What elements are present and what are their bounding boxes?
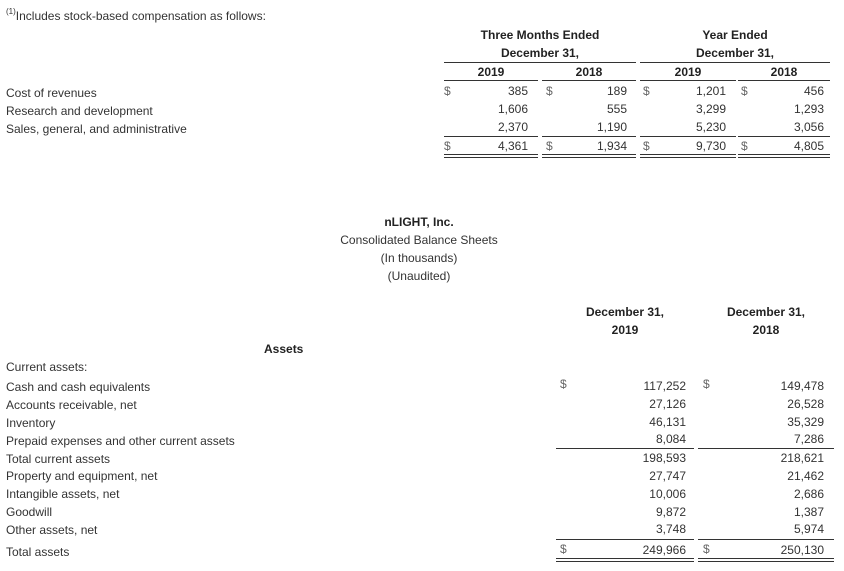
sbc-header-rule: [640, 62, 830, 63]
balance-cell: 7,286: [793, 432, 824, 446]
sbc-cell: 555: [606, 102, 627, 116]
balance-cell: 10,006: [649, 487, 686, 501]
sbc-subtotal-rule: [444, 136, 538, 137]
balance-row-label: Other assets, net: [6, 523, 98, 537]
balance-cell: 27,126: [649, 397, 686, 411]
balance-total-cell: 249,966: [642, 543, 686, 557]
sbc-year-rule: [738, 80, 830, 81]
balance-total-rule: [556, 539, 694, 540]
balance-row-label: Intangible assets, net: [6, 487, 120, 501]
sbc-cell: 3,056: [793, 120, 824, 134]
balance-total-double-rule: [556, 558, 694, 562]
balance-column-header-date: December 31,: [726, 305, 806, 319]
audit-status: (Unaudited): [387, 269, 451, 283]
sbc-cell: 456: [803, 84, 824, 98]
currency-symbol: $: [741, 84, 748, 98]
units-note: (In thousands): [380, 251, 458, 265]
footnote-marker: (1): [6, 7, 16, 16]
balance-cell: 149,478: [780, 379, 824, 393]
balance-total-rule: [698, 539, 834, 540]
sbc-total-double-rule: [542, 154, 636, 158]
footnote: [6, 9, 266, 23]
sbc-total-cell: 4,805: [793, 139, 824, 153]
balance-cell: 5,974: [793, 522, 824, 536]
balance-row-label: Cash and cash equivalents: [6, 380, 151, 394]
balance-cell: 27,747: [649, 469, 686, 483]
sbc-subtotal-rule: [542, 136, 636, 137]
sbc-cell: 2,370: [497, 120, 528, 134]
sbc-year-header: 2018: [770, 65, 798, 79]
sbc-group-header-three-months: Three Months Ended: [480, 28, 600, 42]
currency-symbol: $: [546, 139, 553, 153]
sbc-total-cell: 9,730: [695, 139, 726, 153]
balance-subtotal-rule: [698, 448, 834, 449]
balance-row-label: Property and equipment, net: [6, 469, 158, 483]
sbc-total-cell: 1,934: [596, 139, 627, 153]
balance-row-label: Inventory: [6, 416, 56, 430]
balance-cell: 198,593: [642, 451, 686, 465]
balance-column-header-year: 2019: [611, 323, 639, 337]
balance-row-label: Prepaid expenses and other current assets: [6, 434, 235, 448]
balance-cell: 1,387: [793, 505, 824, 519]
balance-cell: 21,462: [787, 469, 824, 483]
balance-column-header-date: December 31,: [585, 305, 665, 319]
balance-cell: 46,131: [649, 415, 686, 429]
currency-symbol: $: [703, 542, 710, 556]
subheading-current-assets: Current assets:: [6, 360, 88, 374]
balance-cell: 2,686: [793, 487, 824, 501]
sbc-subtotal-rule: [640, 136, 736, 137]
sbc-year-header: 2019: [674, 65, 702, 79]
currency-symbol: $: [444, 139, 451, 153]
balance-total-cell: 250,130: [780, 543, 824, 557]
balance-column-header-year: 2018: [752, 323, 780, 337]
sbc-cell: 3,299: [695, 102, 726, 116]
sbc-cell: 5,230: [695, 120, 726, 134]
footnote-text: Includes stock-based compensation as follows:: [15, 9, 266, 23]
sbc-subtotal-rule: [738, 136, 830, 137]
currency-symbol: $: [741, 139, 748, 153]
balance-subtotal-rule: [556, 448, 694, 449]
balance-cell: 3,748: [655, 522, 686, 536]
balance-cell: 8,084: [655, 432, 686, 446]
currency-symbol: $: [643, 139, 650, 153]
balance-row-label: Goodwill: [6, 505, 53, 519]
sbc-cell: 1,201: [695, 84, 726, 98]
sbc-group-header-year-date: December 31,: [695, 46, 775, 60]
sbc-total-double-rule: [738, 154, 830, 158]
sbc-cell: 385: [507, 84, 528, 98]
sbc-year-rule: [444, 80, 538, 81]
sbc-row-label: Cost of revenues: [6, 86, 97, 100]
statement-title: Consolidated Balance Sheets: [340, 233, 498, 247]
currency-symbol: $: [643, 84, 650, 98]
sbc-total-cell: 4,361: [497, 139, 528, 153]
balance-cell: 9,872: [655, 505, 686, 519]
sbc-year-header: 2019: [477, 65, 505, 79]
sbc-group-header-year: Year Ended: [702, 28, 768, 42]
balance-cell: 35,329: [787, 415, 824, 429]
balance-cell: 26,528: [787, 397, 824, 411]
currency-symbol: $: [560, 377, 567, 391]
sbc-cell: 1,293: [793, 102, 824, 116]
balance-cell: 218,621: [780, 451, 824, 465]
currency-symbol: $: [546, 84, 553, 98]
sbc-year-rule: [640, 80, 736, 81]
section-heading-assets: Assets: [264, 342, 304, 356]
currency-symbol: $: [444, 84, 451, 98]
currency-symbol: $: [703, 377, 710, 391]
balance-cell: 117,252: [643, 379, 686, 393]
sbc-row-label: Research and development: [6, 104, 153, 118]
sbc-group-header-three-months-date: December 31,: [500, 46, 580, 60]
balance-total-double-rule: [698, 558, 834, 562]
sbc-row-label: Sales, general, and administrative: [6, 122, 187, 136]
sbc-year-rule: [542, 80, 636, 81]
currency-symbol: $: [560, 542, 567, 556]
sbc-year-header: 2018: [575, 65, 603, 79]
sbc-header-rule: [444, 62, 636, 63]
balance-row-label: Total current assets: [6, 452, 111, 466]
sbc-total-double-rule: [444, 154, 538, 158]
balance-row-label: Accounts receivable, net: [6, 398, 137, 412]
sbc-cell: 1,606: [497, 102, 528, 116]
sbc-total-double-rule: [640, 154, 736, 158]
company-name: nLIGHT, Inc.: [384, 215, 454, 229]
sbc-cell: 189: [606, 84, 627, 98]
sbc-cell: 1,190: [596, 120, 627, 134]
balance-total-label: Total assets: [6, 545, 70, 559]
